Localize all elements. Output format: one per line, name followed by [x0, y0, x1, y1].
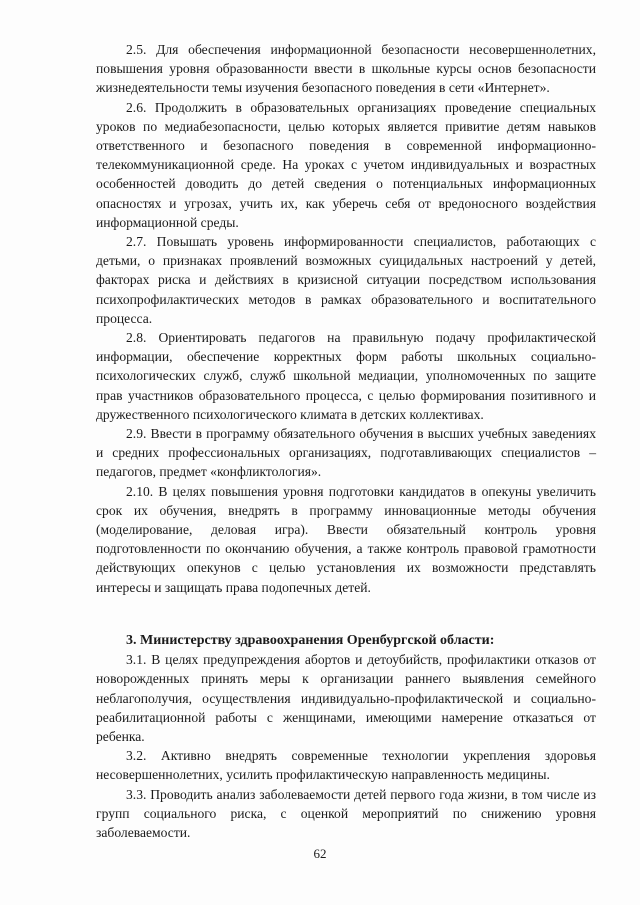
paragraph-3-3: 3.3. Проводить анализ заболеваемости детей первого года жизни, в том числе из групп социального риска, с оценкой мероприятий по снижению уровня заболеваемости. [96, 786, 596, 840]
paragraph-3-1: 3.1. В целях предупреждения абортов и детоубийств, профилактики отказов от новорожденных принять меры к организации раннего выявления семейного неблагополучия, осуществления индивидуально-профилактической и социально-реабилитационной работы с женщинами, имеющими намерение отказаться от ребенка. [96, 652, 596, 744]
paragraph-2-7: 2.7. Повышать уровень информированности специалистов, работающих с детьми, о признаках проявлений возможных суицидальных настроений у детей, факторах риска и действиях в кризисной ситуации посредством использования психопрофилактических методов в рамках образовательного и воспитательного процесса. [96, 234, 596, 326]
paragraph-3-2: 3.2. Активно внедрять современные технологии укрепления здоровья несовершеннолетних, усилить профилактическую направленность медицины. [96, 748, 596, 783]
paragraph-2-5: 2.5. Для обеспечения информационной безопасности несовершеннолетних, повышения уровня образованности ввести в школьные курсы основ безопасности жизнедеятельности темы изучения безопасного поведения в сети «Интернет». [96, 42, 596, 96]
page-number: 62 [313, 846, 327, 861]
paragraph-2-6: 2.6. Продолжить в образовательных организациях проведение специальных уроков по медиабезопасности, целью которых является привитие детям навыков ответственного и безопасного поведения в современной информационно-телекоммуникационной среде. На уроках с учетом индивидуальных и возрастных особенностей доводить до детей сведения о потенциальных информационных опасностях и угрозах, учить их, как уберечь себя от вредоносного воздействия информационной среды. [96, 99, 596, 230]
paragraph-2-8: 2.8. Ориентировать педагогов на правильную подачу профилактической информации, обеспечение корректных форм работы школьных социально-психологических служб, служб школьной медиации, уполномоченных по защите прав участников образовательного процесса, с целью формирования позитивного и дружественного психологического климата в детских коллективах. [96, 330, 596, 422]
paragraph-2-9: 2.9. Ввести в программу обязательного обучения в высших учебных заведениях и средних профессиональных организациях, подготавливающих специалистов – педагогов, предмет «конфликтология». [96, 426, 596, 480]
section-heading: 3. Министерству здравоохранения Оренбургской области: [126, 632, 495, 648]
document-body [96, 40, 596, 842]
paragraph-2-10: 2.10. В целях повышения уровня подготовки кандидатов в опекуны увеличить срок их обучения, внедрять в программу инновационные методы обучения (моделирование, деловая игра). Ввести обязательный контроль уровня подготовленности по окончанию обучения, а также контроль правовой грамотности действующих опекунов с целью установления их возможности представлять интересы и защищать права подопечных детей. [96, 483, 596, 595]
